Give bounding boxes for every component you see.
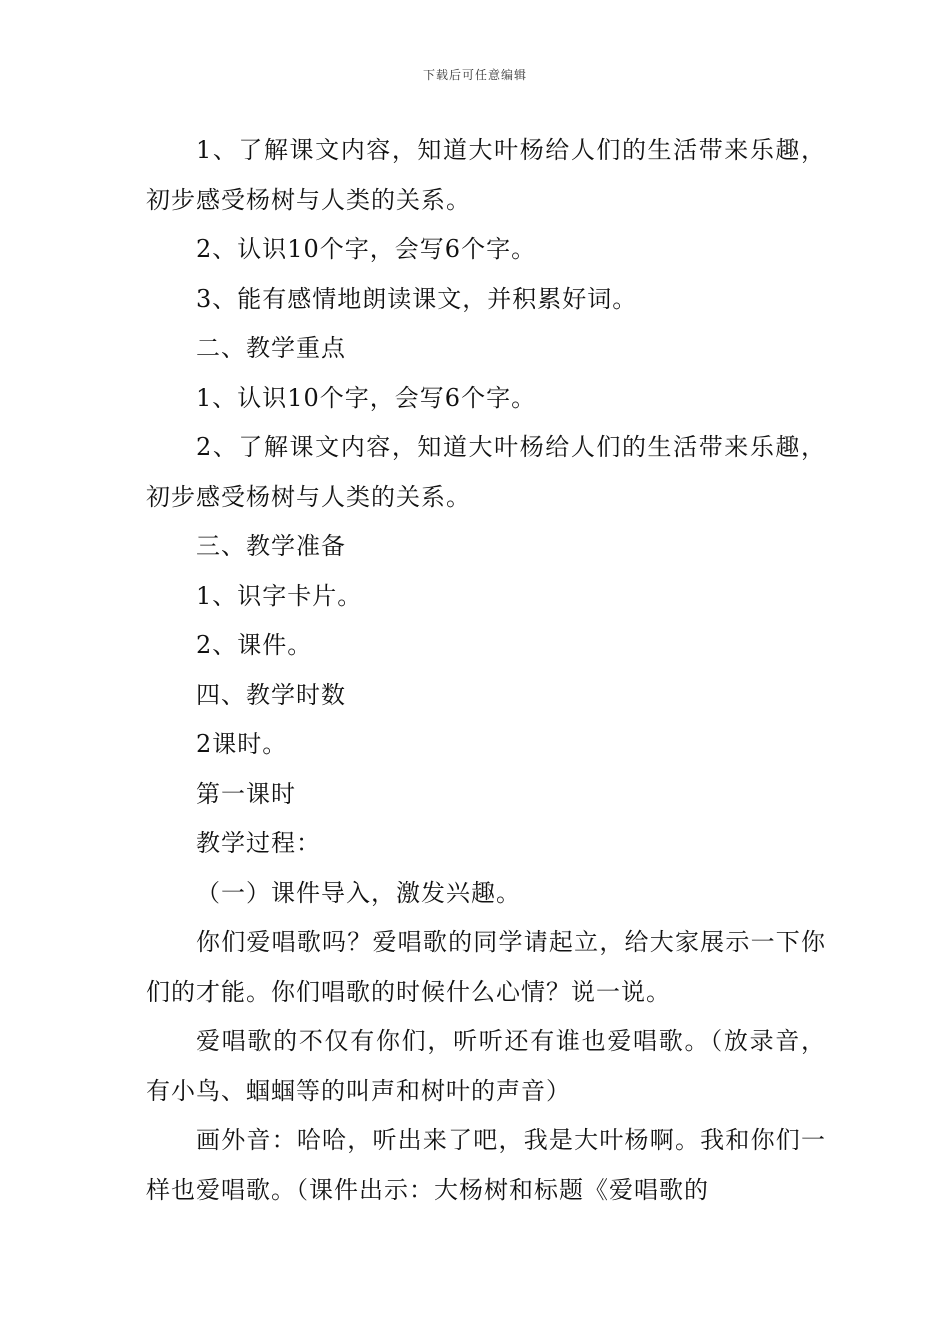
paragraph: 1、了解课文内容，知道大叶杨给人们的生活带来乐趣，初步感受杨树与人类的关系。	[146, 136, 826, 214]
paragraph: 第一课时	[196, 779, 296, 808]
paragraph: 爱唱歌的不仅有你们，听听还有谁也爱唱歌。（放录音，有小鸟、蝈蝈等的叫声和树叶的声音）	[146, 1027, 826, 1105]
document-body	[146, 126, 826, 1215]
paragraph: 你们爱唱歌吗？爱唱歌的同学请起立，给大家展示一下你们的才能。你们唱歌的时候什么心情？说一说。	[146, 928, 826, 1006]
section-heading: 三、教学准备	[196, 532, 346, 560]
section-heading: 二、教学重点	[196, 334, 346, 362]
paragraph: 1、认识10个字，会写6个字。	[196, 383, 537, 412]
page-header-note: 下载后可任意编辑	[422, 68, 527, 82]
paragraph: 1、识字卡片。	[196, 581, 363, 610]
paragraph: 2、认识10个字，会写6个字。	[196, 235, 537, 263]
paragraph: 2、课件。	[196, 631, 313, 659]
paragraph: 画外音：哈哈，听出来了吧，我是大叶杨啊。我和你们一样也爱唱歌。（课件出示：大杨树和标题《爱唱歌的	[146, 1126, 826, 1204]
section-heading: 四、教学时数	[196, 680, 346, 709]
paragraph: 2、了解课文内容，知道大叶杨给人们的生活带来乐趣，初步感受杨树与人类的关系。	[146, 433, 826, 511]
paragraph: （一）课件导入，激发兴趣。	[196, 878, 521, 907]
paragraph: 教学过程：	[196, 829, 321, 857]
paragraph: 2课时。	[196, 730, 288, 758]
paragraph: 3、能有感情地朗读课文，并积累好词。	[196, 284, 638, 313]
